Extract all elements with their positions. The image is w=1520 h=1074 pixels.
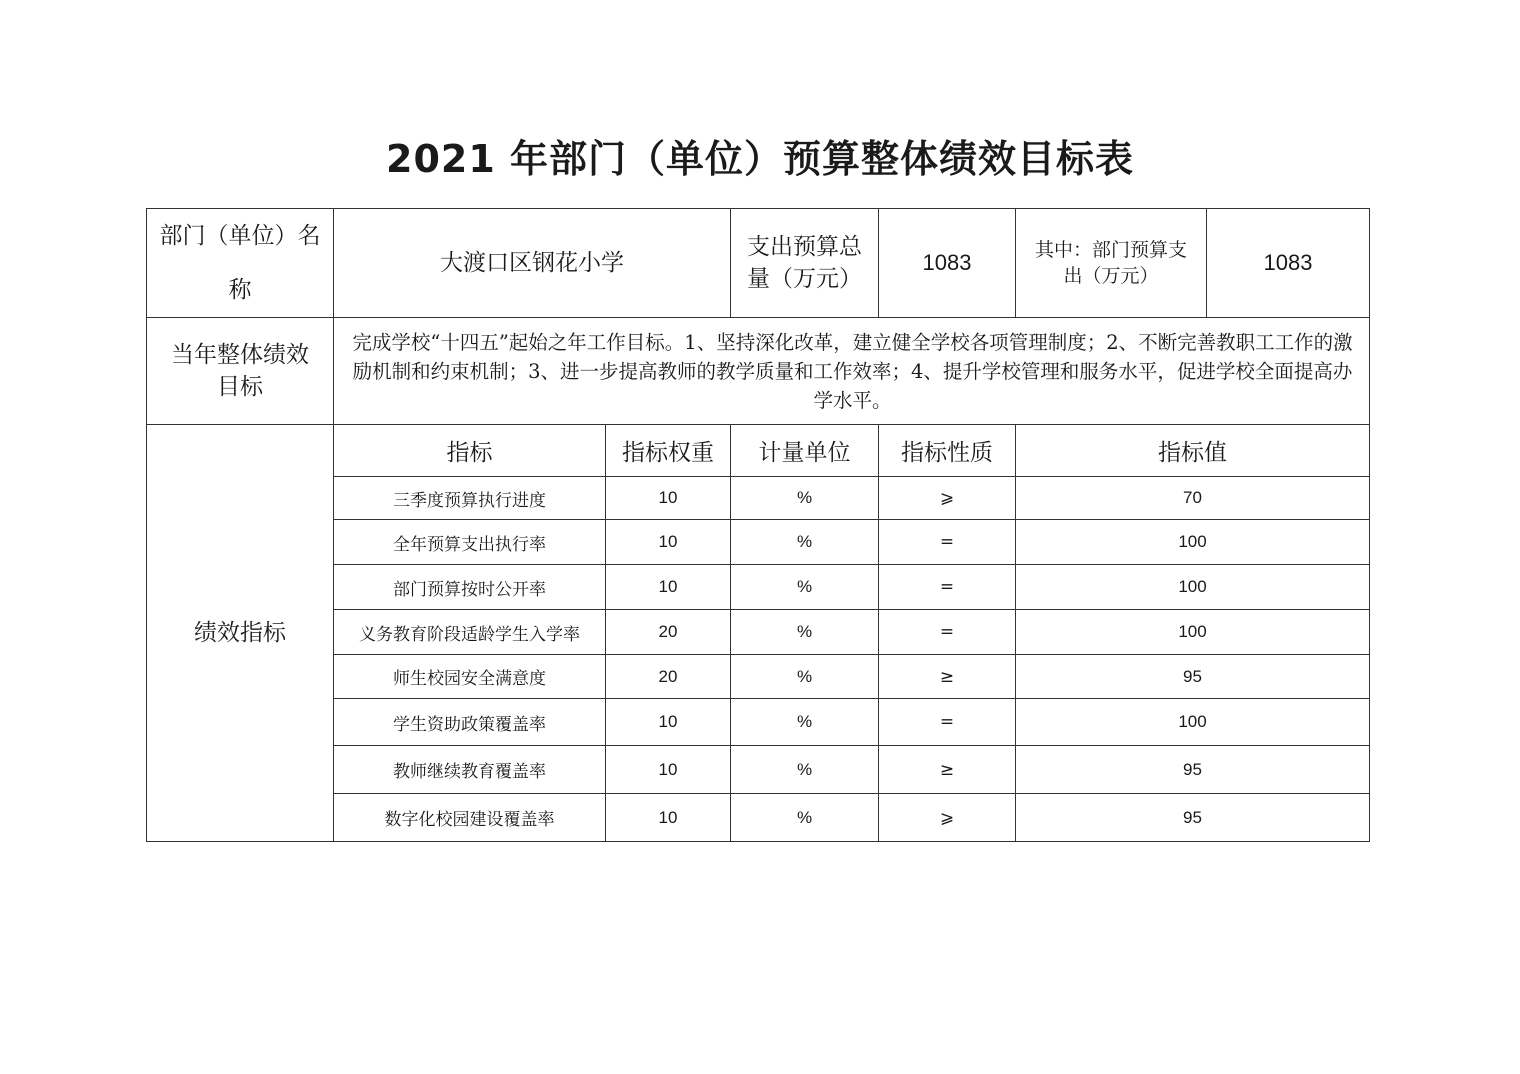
col-header-unit: 计量单位 xyxy=(731,425,879,477)
indicator-value: 100 xyxy=(1016,520,1370,565)
indicator-value: 70 xyxy=(1016,477,1370,520)
indicator-unit: % xyxy=(731,610,879,655)
indicator-weight: 10 xyxy=(606,746,731,794)
indicator-value: 95 xyxy=(1016,794,1370,842)
indicator-weight: 10 xyxy=(606,477,731,520)
indicator-nature: = xyxy=(879,699,1016,746)
performance-target-table xyxy=(146,208,1370,842)
dept-name-value: 大渡口区钢花小学 xyxy=(334,209,731,318)
header-row xyxy=(147,209,1370,318)
indicator-weight: 20 xyxy=(606,610,731,655)
indicator-weight: 10 xyxy=(606,520,731,565)
indicator-nature: = xyxy=(879,610,1016,655)
budget-total-label xyxy=(731,209,879,318)
col-header-weight: 指标权重 xyxy=(606,425,731,477)
goal-text: 完成学校“十四五”起始之年工作目标。1、坚持深化改革，建立健全学校各项管理制度；2、不断完善教职工工作的激励机制和约束机制；3、进一步提高教师的教学质量和工作效率；4、提升学校管理和服务水平，促进学校全面提高办学水平。 xyxy=(334,318,1370,425)
col-header-value: 指标值 xyxy=(1016,425,1370,477)
dept-budget-value: 1083 xyxy=(1207,209,1370,318)
indicator-unit: % xyxy=(731,655,879,699)
dept-budget-label-line2: 出（万元） xyxy=(1063,265,1159,287)
indicator-unit: % xyxy=(731,746,879,794)
indicator-unit: % xyxy=(731,477,879,520)
indicator-name: 学生资助政策覆盖率 xyxy=(334,699,606,746)
indicator-name: 教师继续教育覆盖率 xyxy=(334,746,606,794)
indicator-weight: 10 xyxy=(606,794,731,842)
dept-name-label xyxy=(147,209,334,318)
budget-total-value: 1083 xyxy=(879,209,1016,318)
indicator-name: 数字化校园建设覆盖率 xyxy=(334,794,606,842)
goal-label-line2: 目标 xyxy=(217,374,263,400)
indicator-value: 100 xyxy=(1016,699,1370,746)
indicator-weight: 10 xyxy=(606,699,731,746)
dept-budget-label xyxy=(1016,209,1207,318)
indicator-name: 义务教育阶段适龄学生入学率 xyxy=(334,610,606,655)
indicator-nature: ≥ xyxy=(879,655,1016,699)
indicator-weight: 10 xyxy=(606,565,731,610)
dept-budget-label-line1: 其中：部门预算支 xyxy=(1034,239,1187,261)
indicator-unit: % xyxy=(731,794,879,842)
page-title: 2021 年部门（单位）预算整体绩效目标表 xyxy=(386,137,1134,181)
indicator-header-row xyxy=(147,425,1370,477)
col-header-indicator: 指标 xyxy=(334,425,606,477)
indicator-nature: = xyxy=(879,565,1016,610)
goal-label-line1: 当年整体绩效 xyxy=(171,342,309,368)
indicator-value: 100 xyxy=(1016,610,1370,655)
budget-total-label-line2: 量（万元） xyxy=(747,266,862,292)
dept-name-label-line1: 部门（单位）名 xyxy=(159,223,321,249)
indicator-weight: 20 xyxy=(606,655,731,699)
indicators-section-label: 绩效指标 xyxy=(147,425,334,842)
indicator-unit: % xyxy=(731,520,879,565)
indicator-nature: ⩾ xyxy=(879,477,1016,520)
indicator-value: 95 xyxy=(1016,655,1370,699)
dept-name-label-line2: 称 xyxy=(228,277,252,303)
indicator-nature: = xyxy=(879,520,1016,565)
indicator-name: 三季度预算执行进度 xyxy=(334,477,606,520)
goal-row xyxy=(147,318,1370,425)
indicator-unit: % xyxy=(731,699,879,746)
indicator-name: 部门预算按时公开率 xyxy=(334,565,606,610)
goal-label xyxy=(147,318,334,425)
indicator-nature: ≥ xyxy=(879,746,1016,794)
indicator-name: 师生校园安全满意度 xyxy=(334,655,606,699)
indicator-name: 全年预算支出执行率 xyxy=(334,520,606,565)
indicator-nature: ⩾ xyxy=(879,794,1016,842)
indicator-value: 95 xyxy=(1016,746,1370,794)
indicator-unit: % xyxy=(731,565,879,610)
budget-total-label-line1: 支出预算总 xyxy=(747,234,862,260)
col-header-nature: 指标性质 xyxy=(879,425,1016,477)
indicator-value: 100 xyxy=(1016,565,1370,610)
